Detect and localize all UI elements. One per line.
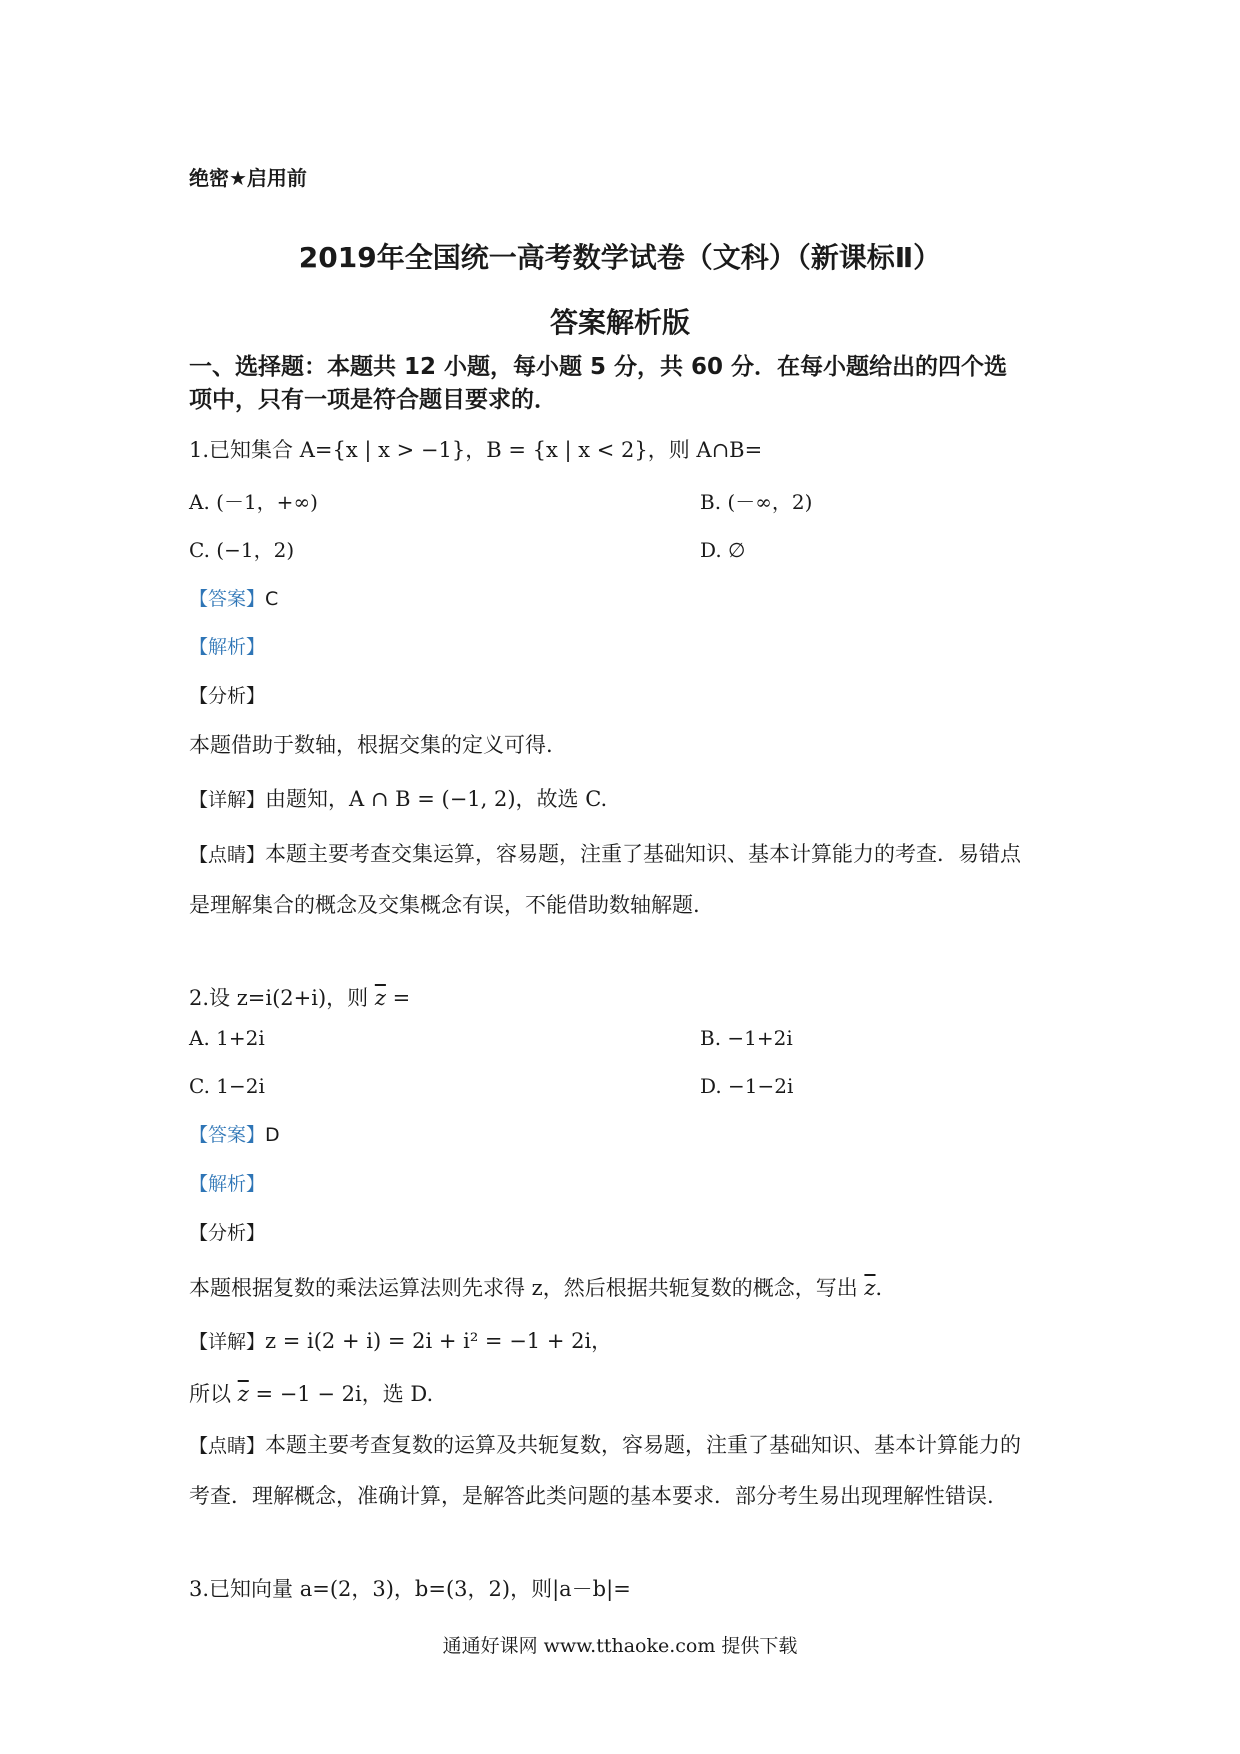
- q3-stem: 3.已知向量 a=(2，3)，b=(3，2)，则|a－b|=: [189, 1577, 631, 1601]
- dianjing-tag: 【点睛】: [189, 1435, 266, 1457]
- section-heading-line2: 项中，只有一项是符合题目要求的．: [189, 387, 557, 413]
- fenxi-suffix: ．: [875, 1276, 897, 1300]
- z-conjugate: $\overline{z}$: [374, 986, 386, 1010]
- z-conjugate: $\overline{z}$: [864, 1276, 876, 1300]
- dianjing-text: 本题主要考查复数的运算及共轭复数，容易题，注重了基础知识、基本计算能力的: [265, 1433, 1022, 1457]
- q1-option-d: D. ∅: [700, 538, 746, 562]
- q1-jiexi-tag: 【解析】: [189, 636, 266, 658]
- answer-value: D: [265, 1124, 280, 1146]
- q2-option-c: C. 1−2i: [189, 1074, 265, 1098]
- z-conjugate: $\overline{z}$: [237, 1382, 249, 1406]
- q1-dianjing-line2: 是理解集合的概念及交集概念有误，不能借助数轴解题.: [189, 893, 700, 917]
- answer-value: C: [265, 588, 279, 610]
- page-footer: 通通好课网 www.tthaoke.com 提供下载: [442, 1635, 798, 1657]
- dianjing-text: 本题主要考查交集运算，容易题，注重了基础知识、基本计算能力的考查．易错点: [265, 842, 1022, 866]
- q2-result: [189, 1380, 433, 1408]
- q1-fenxi-text: 本题借助于数轴，根据交集的定义可得.: [189, 733, 553, 757]
- answer-tag: 【答案】: [189, 588, 266, 610]
- q1-fenxi-tag: 【分析】: [189, 685, 266, 707]
- result-suffix: = −1 − 2i，选 D.: [248, 1382, 434, 1406]
- q2-fenxi-tag: 【分析】: [189, 1222, 266, 1244]
- xiangjie-text: 由题知，A ∩ B = (−1, 2)，故选 C.: [265, 787, 608, 811]
- q2-dianjing-line2: 考查．理解概念，准确计算，是解答此类问题的基本要求．部分考生易出现理解性错误.: [189, 1484, 994, 1508]
- q2-answer: [189, 1121, 280, 1149]
- fenxi-prefix: 本题根据复数的乘法运算法则先求得 z，然后根据共轭复数的概念，写出: [189, 1276, 865, 1300]
- dianjing-tag: 【点睛】: [189, 844, 266, 866]
- answer-tag: 【答案】: [189, 1124, 266, 1146]
- q2-stem: [189, 984, 410, 1012]
- result-prefix: 所以: [189, 1382, 238, 1406]
- q1-option-a: A. (－1，+∞): [189, 490, 318, 514]
- q2-jiexi-tag: 【解析】: [189, 1173, 266, 1195]
- q1-option-c: C. (−1，2): [189, 538, 295, 562]
- page-subtitle: 答案解析版: [549, 306, 690, 339]
- secret-mark: 绝密★启用前: [189, 166, 307, 190]
- page-title: 2019年全国统一高考数学试卷（文科）（新课标Ⅱ）: [298, 241, 942, 274]
- xiangjie-text: z = i(2 + i) = 2i + i² = −1 + 2i，: [265, 1329, 613, 1353]
- q2-option-a: A. 1+2i: [189, 1026, 265, 1050]
- q1-answer: [189, 585, 278, 613]
- q1-xiangjie: [189, 785, 607, 814]
- q1-option-b: B. (－∞，2): [700, 490, 813, 514]
- q2-fenxi-text: [189, 1274, 897, 1302]
- q2-stem-suffix: =: [385, 986, 411, 1010]
- q2-stem-prefix: 2.设 z=i(2+i)，则: [189, 986, 375, 1010]
- q1-dianjing-line1: [189, 840, 1021, 869]
- q2-option-d: D. −1−2i: [700, 1074, 794, 1098]
- q1-stem: 1.已知集合 A={x | x > −1}，B = {x | x < 2}，则 A∩B=: [189, 438, 763, 462]
- q2-dianjing-line1: [189, 1431, 1021, 1460]
- xiangjie-tag: 【详解】: [189, 1331, 266, 1353]
- q2-xiangjie: [189, 1327, 612, 1356]
- section-heading-line1: 一、选择题：本题共 12 小题，每小题 5 分，共 60 分．在每小题给出的四个选: [189, 354, 1008, 380]
- xiangjie-tag: 【详解】: [189, 789, 266, 811]
- q2-option-b: B. −1+2i: [700, 1026, 793, 1050]
